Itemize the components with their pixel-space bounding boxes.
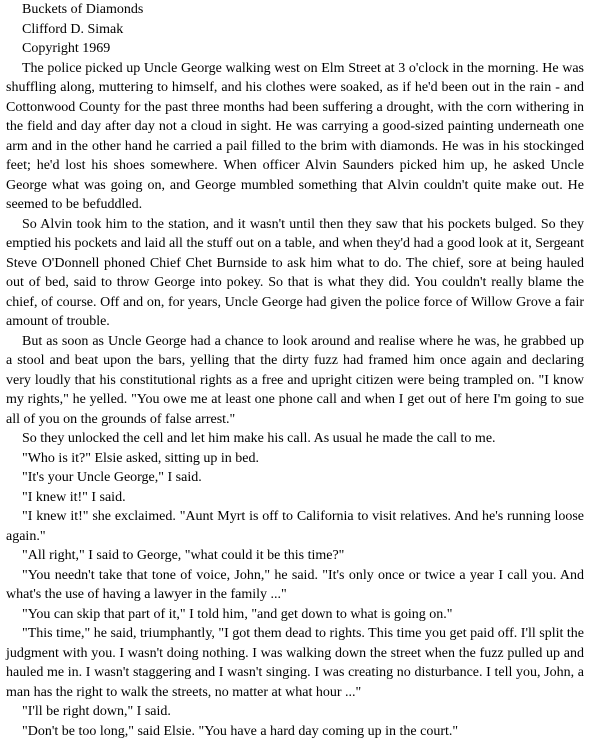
paragraph-9: "All right," I said to George, "what could it be this time?" [22,548,345,563]
paragraph-12: "This time," he said, triumphantly, "I got them dead to rights. This time you get paid off. I'll split the judgment with you. I wasn't doing nothing. I was walking down the street when the fuzz pulled up and hauled me in. I wasn't staggering and I wasn't singing. I was creating no disturbance. I tell you, John, a man has the right to walk the streets, no matter at what hour ..." [6,626,584,700]
paragraph-7: "I knew it!" I said. [22,489,126,505]
paragraph-2: So Alvin took him to the station, and it wasn't until then they saw that his pockets bulged. So they emptied his pockets and laid all the stuff out on a table, and when they'd had a good look at it, Sergeant Steve O'Donnell phoned Chief Chet Burnside to ask him what to do. The chief, sore at being hauled out of bed, said to throw George into pokey. So that is what they did. You couldn't really blame the chief, of course. Off and on, for years, Uncle George had given the police force of Willow Grove a fair amount of trouble. [6,216,584,329]
paragraph-5: "Who is it?" Elsie asked, sitting up in bed. [22,450,259,466]
story-author: Clifford D. Simak [22,21,124,37]
paragraph-13: "I'll be right down," I said. [22,704,171,719]
paragraph-3: But as soon as Uncle George had a chance to look around and realise where he was, he grabbed up a stool and beat upon the bars, yelling that the dirty fuzz had framed him once again and declaring very loudly that his constitutional rights as a free and upright citizen were being trampled on. "I know my rights," he yelled. "You owe me at least one phone call and when I get out of here I'm going to sue all of you on the grounds of false arrest." [6,333,584,427]
story-copyright: Copyright 1969 [22,41,111,56]
paragraph-14: "Don't be too long," said Elsie. "You have a hard day coming up in the court." [22,723,459,739]
story-title: Buckets of Diamonds [22,2,144,17]
paragraph-1: The police picked up Uncle George walking west on Elm Street at 3 o'clock in the morning. He was shuffling along, muttering to himself, and his clothes were soaked, as if he'd been out in the rain - and Cottonwood County for the past three months had been suffering a drought, with the corn withering in the field and day after day not a cloud in sight. He was carrying a good-sized painting underneath one arm and in the other hand he carried a pail filled to the brim with diamonds. He was in his stockinged feet; he'd lost his shoes somewhere. When officer Alvin Saunders picked him up, he asked Uncle George what was going on, and George mumbled something that Alvin couldn't quite make out. He seemed to be befuddled. [6,60,584,212]
paragraph-6: "It's your Uncle George," I said. [22,470,202,485]
paragraph-11: "You can skip that part of it," I told him, "and get down to what is going on." [22,606,453,622]
paragraph-4: So they unlocked the cell and let him make his call. As usual he made the call to me. [22,431,496,446]
document-page [6,0,584,741]
paragraph-10: "You needn't take that tone of voice, John," he said. "It's only once or twice a year I call you. And what's the use of having a lawyer in the family ..." [6,567,584,602]
paragraph-8: "I knew it!" she exclaimed. "Aunt Myrt is off to California to visit relatives. And he's running loose again." [6,509,584,544]
